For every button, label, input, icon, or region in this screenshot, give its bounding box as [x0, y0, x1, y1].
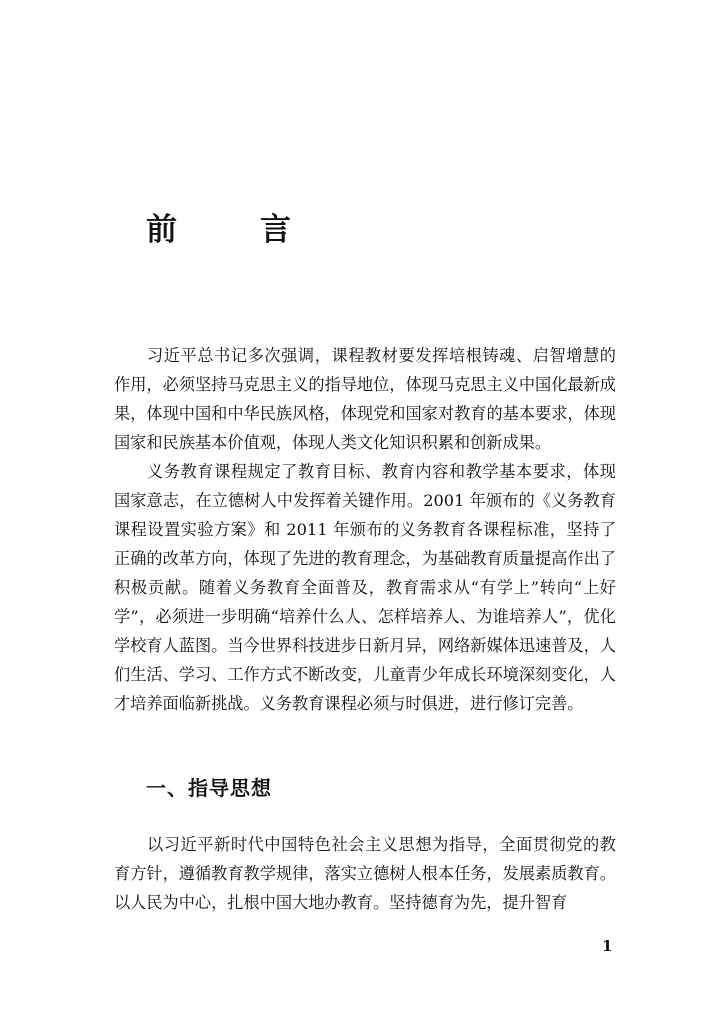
- page-title: 前 言: [146, 212, 317, 248]
- paragraph-2: 义务教育课程规定了教育目标、教育内容和教学基本要求，体现国家意志，在立德树人中发挥着关键作用。2001 年颁布的《义务教育课程设置实验方案》和 2011 年颁布的义务教育各课程标准，坚持了正确的改革方向，体现了先进的教育理念，为基础教育质量提高作出了积极贡献。随着义务教育全面普及，教育需求从“有学上”转向“上好学”，必须进一步明确“培养什么人、怎样培养人、为谁培养人”，优化学校育人蓝图。当今世界科技进步日新月异，网络新媒体迅速普及，人们生活、学习、工作方式不断改变，儿童青少年成长环境深刻变化，人才培养面临新挑战。义务教育课程必须与时俱进，进行修订完善。: [114, 462, 616, 713]
- section-paragraph: 以习近平新时代中国特色社会主义思想为指导，全面贯彻党的教育方针，遵循教育教学规律，落实立德树人根本任务，发展素质教育。以人民为中心，扎根中国大地办教育。坚持德育为先，提升智育: [114, 835, 616, 912]
- paragraph-1: 习近平总书记多次强调，课程教材要发挥培根铸魂、启智增慧的作用，必须坚持马克思主义的指导地位，体现马克思主义中国化最新成果，体现中国和中华民族风格，体现党和国家对教育的基本要求，体现国家和民族基本价值观，体现人类文化知识积累和创新成果。: [114, 346, 616, 452]
- section-body: [114, 830, 616, 917]
- page-number: 1: [602, 937, 613, 955]
- section-heading: 一、指导思想: [146, 776, 272, 800]
- preface-body: [114, 341, 616, 718]
